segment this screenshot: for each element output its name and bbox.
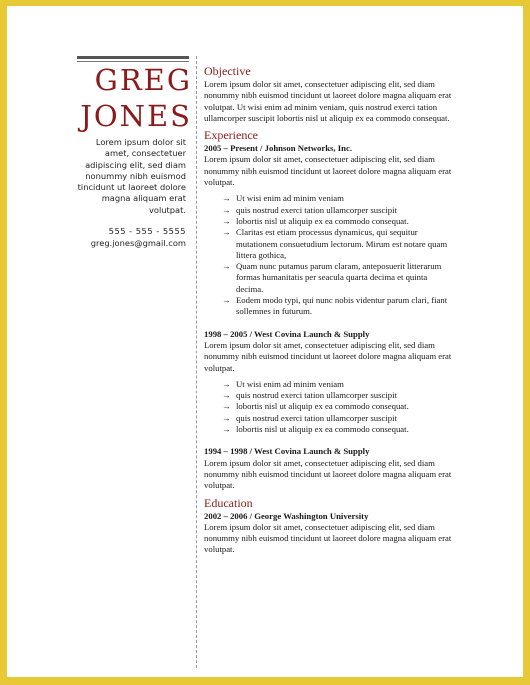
profile-summary: Lorem ipsum dolor sit amet, consectetuer adipiscing elit, sed diam nonummy nibh euismod tincidunt ut laoreet dolore magna aliquam erat volutpat. xyxy=(77,137,186,215)
job-bullet-list xyxy=(204,379,454,435)
bullet-text: lobortis nisl ut aliquip ex ea commodo consequat. xyxy=(236,424,409,435)
education-title: 2002 – 2006 / George Washington University xyxy=(204,510,369,521)
bullet-text: Eodem modo typi, qui nunc nobis videntur parum clari, fiant sollemnes in futurum. xyxy=(236,295,448,317)
bullet-text: Ut wisi enim ad minim veniam xyxy=(236,378,344,389)
arrow-icon: → xyxy=(222,215,231,226)
arrow-icon: → xyxy=(222,412,231,423)
objective-heading: Objective xyxy=(204,64,251,78)
list-item xyxy=(222,424,454,435)
bullet-text: quis nostrud exerci tation ullamcorper suscipit xyxy=(236,390,397,401)
job-title: 2005 – Present / Johnson Networks, Inc. xyxy=(204,143,353,154)
education-text: Lorem ipsum dolor sit amet, consectetuer adipiscing elit, sed diam nonummy nibh euismod tincidunt ut laoreet dolore magna aliquam erat volutpat. xyxy=(204,521,452,555)
bullet-text: quis nostrud exerci tation ullamcorper suscipit xyxy=(236,204,397,215)
arrow-icon: → xyxy=(222,390,231,401)
education-heading: Education xyxy=(204,495,253,510)
email-address[interactable]: greg.jones@gmail.com xyxy=(90,238,186,248)
last-name: JONES xyxy=(80,99,192,133)
job-description: Lorem ipsum dolor sit amet, consectetuer adipiscing elit, sed diam nonummy nibh euismod tincidunt ut laoreet dolore magna aliquam erat volutpat. xyxy=(204,457,452,491)
arrow-icon: → xyxy=(222,378,231,389)
job-entry xyxy=(204,329,454,436)
arrow-icon: → xyxy=(222,401,231,412)
list-item xyxy=(222,401,454,412)
arrow-icon: → xyxy=(222,261,231,272)
bullet-text: Ut wisi enim ad minim veniam xyxy=(236,193,344,204)
main-column xyxy=(204,64,454,556)
job-description: Lorem ipsum dolor sit amet, consectetuer adipiscing elit, sed diam nonummy nibh euismod tincidunt ut laoreet dolore magna aliquam erat volutpat. xyxy=(204,339,452,373)
list-item xyxy=(222,413,454,424)
job-bullet-list xyxy=(204,193,454,317)
experience-heading: Experience xyxy=(204,128,258,143)
phone-number: 555 - 555 - 5555 xyxy=(108,226,186,236)
list-item xyxy=(222,390,454,401)
arrow-icon: → xyxy=(222,424,231,435)
bullet-text: Quam nunc putamus parum claram, anteposuerit litterarum formas humanitatis per seacula quarta decima et quinta decima. xyxy=(236,261,442,294)
arrow-icon: → xyxy=(222,227,231,238)
job-title: 1998 – 2005 / West Covina Launch & Supply xyxy=(204,328,370,339)
header-rule-thin xyxy=(77,61,189,62)
bullet-text: quis nostrud exerci tation ullamcorper suscipit xyxy=(236,412,397,423)
list-item xyxy=(222,193,454,204)
job-title: 1994 – 1998 / West Covina Launch & Supply xyxy=(204,446,370,457)
list-item xyxy=(222,261,454,295)
first-name: GREG xyxy=(94,63,192,97)
arrow-icon: → xyxy=(222,193,231,204)
list-item xyxy=(222,295,454,318)
bullet-text: lobortis nisl ut aliquip ex ea commodo consequat. xyxy=(236,215,409,226)
objective-text: Lorem ipsum dolor sit amet, consectetuer adipiscing elit, sed diam nonummy nibh euismod tincidunt ut laoreet dolore magna aliquam erat volutpat. Ut wisi enim ad minim veniam, quis nostrud exerci tation ullamcorper suscipit lobortis nisl ut aliquip ex ea commodo consequat. xyxy=(204,79,452,123)
list-item xyxy=(222,205,454,216)
list-item xyxy=(222,227,454,261)
column-divider xyxy=(196,56,197,668)
job-entry xyxy=(204,143,454,317)
bullet-text: lobortis nisl ut aliquip ex ea commodo consequat. xyxy=(236,401,409,412)
arrow-icon: → xyxy=(222,295,231,306)
arrow-icon: → xyxy=(222,204,231,215)
list-item xyxy=(222,216,454,227)
bullet-text: Claritas est etiam processus dynamicus, qui sequitur mutationem consuetudium lectorum. Mirum est notare quam littera gothica, xyxy=(236,227,448,260)
job-description: Lorem ipsum dolor sit amet, consectetuer adipiscing elit, sed diam nonummy nibh euismod tincidunt ut laoreet dolore magna aliquam erat volutpat. xyxy=(204,154,452,188)
header-rule-thick xyxy=(77,56,189,59)
list-item xyxy=(222,379,454,390)
job-entry xyxy=(204,446,454,491)
